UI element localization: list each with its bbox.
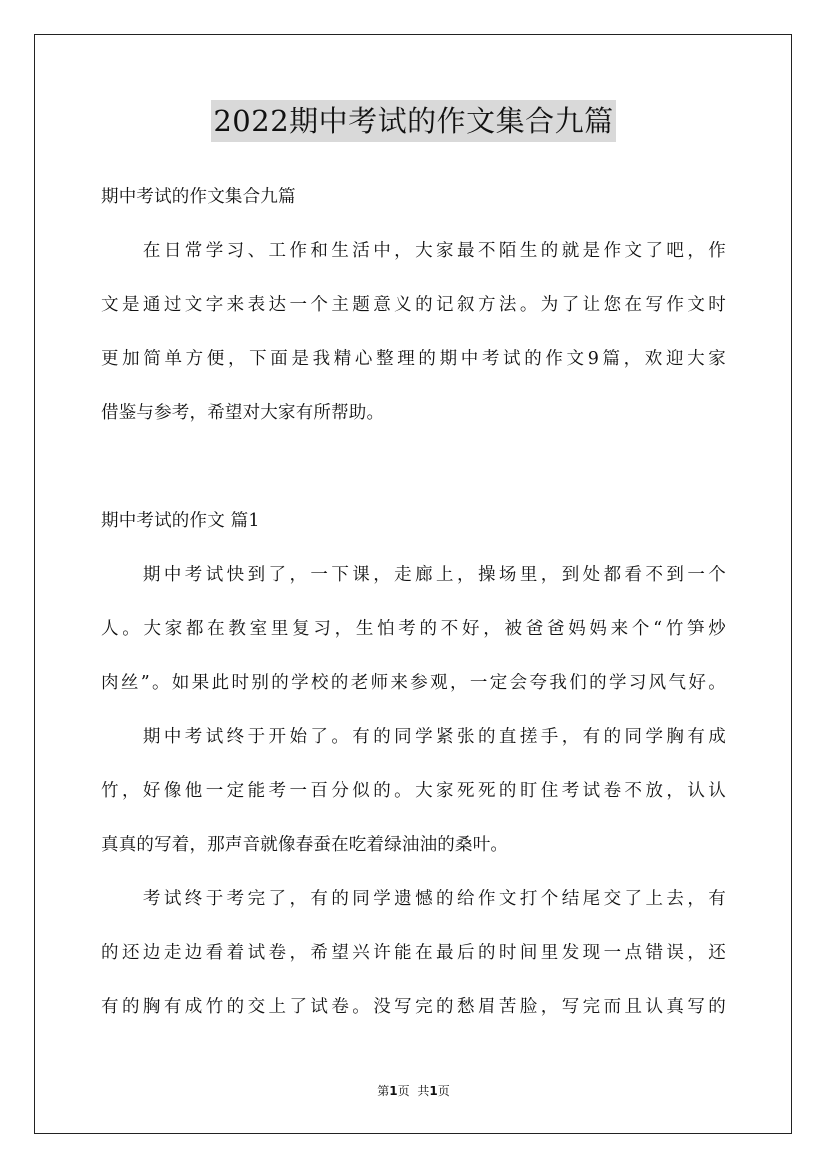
- body-line: 更加简单方便，下面是我精心整理的期中考试的作文9篇，欢迎大家: [101, 349, 726, 369]
- body-line: 考试终于考完了，有的同学遗憾的给作文打个结尾交了上去，有: [101, 889, 726, 909]
- total-pages: 1: [429, 1084, 438, 1098]
- page-label-suffix: 页: [397, 1084, 410, 1098]
- body-line: 期中考试终于开始了。有的同学紧张的直搓手，有的同学胸有成: [101, 727, 726, 747]
- body-line: 有的胸有成竹的交上了试卷。没写完的愁眉苦脸，写完而且认真写的: [101, 997, 726, 1017]
- body-line: 肉丝”。如果此时别的学校的老师来参观，一定会夸我们的学习风气好。: [101, 673, 726, 693]
- total-label-prefix: 共: [417, 1084, 430, 1098]
- body-line: 借鉴与参考，希望对大家有所帮助。: [101, 403, 385, 423]
- blank-line: [101, 440, 726, 494]
- body-line: 在日常学习、工作和生活中，大家最不陌生的就是作文了吧，作: [101, 241, 726, 261]
- page-footer: [0, 1082, 827, 1099]
- essay-heading: 期中考试的作文 篇1: [101, 511, 260, 531]
- title-container: [0, 100, 827, 142]
- body-line: 的还边走边看着试卷，希望兴许能在最后的时间里发现一点错误，还: [101, 943, 726, 963]
- body-line: 竹，好像他一定能考一百分似的。大家死死的盯住考试卷不放，认认: [101, 781, 726, 801]
- body-line: 人。大家都在教室里复习，生怕考的不好，被爸爸妈妈来个“竹笋炒: [101, 619, 726, 639]
- section-heading: 期中考试的作文集合九篇: [101, 187, 296, 207]
- page-number: 1: [389, 1084, 398, 1098]
- document-body: [101, 170, 726, 1034]
- body-line: 真真的写着，那声音就像春蚕在吃着绿油油的桑叶。: [101, 835, 509, 855]
- page-label-prefix: 第: [377, 1084, 390, 1098]
- body-line: 文是通过文字来表达一个主题意义的记叙方法。为了让您在写作文时: [101, 295, 726, 315]
- document-title: 2022期中考试的作文集合九篇: [211, 100, 615, 142]
- total-label-suffix: 页: [437, 1084, 450, 1098]
- body-line: 期中考试快到了，一下课，走廊上，操场里，到处都看不到一个: [101, 565, 726, 585]
